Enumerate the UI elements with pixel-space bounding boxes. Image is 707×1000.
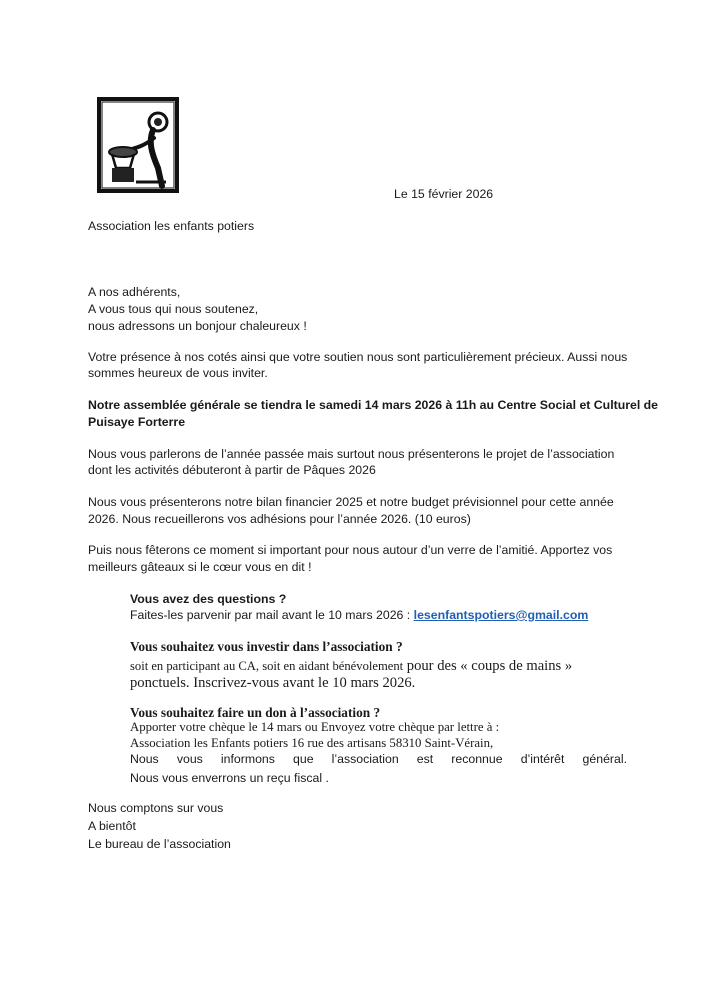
questions-text: [130, 607, 588, 624]
donation-line: Association les Enfants potiers 16 rue des artisans 58310 Saint-Vérain,: [130, 736, 494, 750]
donation-line: Apporter votre chèque le 14 mars ou Envoyez votre chèque par lettre à :: [130, 720, 500, 734]
intro-paragraph-line: Votre présence à nos cotés ainsi que votre soutien nous sont particulièrement précieux. Aussi nous: [88, 350, 628, 364]
closing-line: Nous comptons sur vous: [88, 801, 224, 815]
contact-email-link[interactable]: lesenfantspotiers@gmail.com: [413, 608, 589, 622]
invest-line: ponctuels. Inscrivez-vous avant le 10 mars 2026.: [130, 675, 416, 691]
word: reconnue: [451, 752, 503, 766]
closing-signature: Le bureau de l’association: [88, 837, 231, 851]
word: informons: [220, 752, 275, 766]
invest-text: pour des « coups de mains »: [403, 658, 573, 674]
word: vous: [176, 752, 203, 766]
invest-heading: Vous souhaitez vous investir dans l’association ?: [130, 639, 403, 654]
greeting-line: A nos adhérents,: [88, 285, 181, 299]
closing-line: A bientôt: [88, 819, 136, 833]
questions-instruction: Faites-les parvenir par mail avant le 10 mars 2026 :: [130, 608, 411, 622]
association-logo: [96, 96, 180, 194]
greeting-line: A vous tous qui nous soutenez,: [88, 302, 259, 316]
word: Nous: [130, 752, 159, 766]
donation-justified-line: [130, 751, 627, 768]
celebration-paragraph-line: Puis nous fêterons ce moment si important pour nous autour d’un verre de l’amitié. Apportez vos: [88, 543, 613, 557]
donation-line: Nous vous enverrons un reçu fiscal .: [130, 771, 329, 785]
intro-paragraph-line: sommes heureux de vous inviter.: [88, 366, 268, 380]
budget-paragraph-line: Nous vous présenterons notre bilan financier 2025 et notre budget prévisionnel pour cette année: [88, 495, 614, 509]
potter-wheel-drawing-icon: [96, 96, 180, 194]
questions-heading: Vous avez des questions ?: [130, 592, 287, 606]
word: que: [293, 752, 314, 766]
word: est: [416, 752, 434, 766]
meeting-announcement-line: Notre assemblée générale se tiendra le samedi 14 mars 2026 à 11h au Centre Social et Culturel de: [88, 398, 659, 412]
budget-paragraph-line: 2026. Nous recueillerons vos adhésions pour l’année 2026. (10 euros): [88, 512, 471, 526]
celebration-paragraph-line: meilleurs gâteaux si le cœur vous en dit !: [88, 560, 312, 574]
word: d’intérêt: [520, 752, 565, 766]
letter-date: Le 15 février 2026: [394, 187, 494, 201]
project-paragraph-line: dont les activités débuteront à partir de Pâques 2026: [88, 463, 376, 477]
word: général.: [582, 752, 627, 766]
donation-heading: Vous souhaitez faire un don à l’association ?: [130, 705, 381, 720]
greeting-line: nous adressons un bonjour chaleureux !: [88, 319, 307, 333]
invest-text: soit en participant au CA, soit en aidant bénévolement: [130, 659, 404, 673]
invest-line: [130, 656, 572, 676]
project-paragraph-line: Nous vous parlerons de l’année passée mais surtout nous présenterons le projet de l’association: [88, 447, 615, 461]
meeting-announcement-line: Puisaye Forterre: [88, 415, 186, 429]
sender-name: Association les enfants potiers: [88, 219, 255, 233]
word: l’association: [331, 752, 399, 766]
